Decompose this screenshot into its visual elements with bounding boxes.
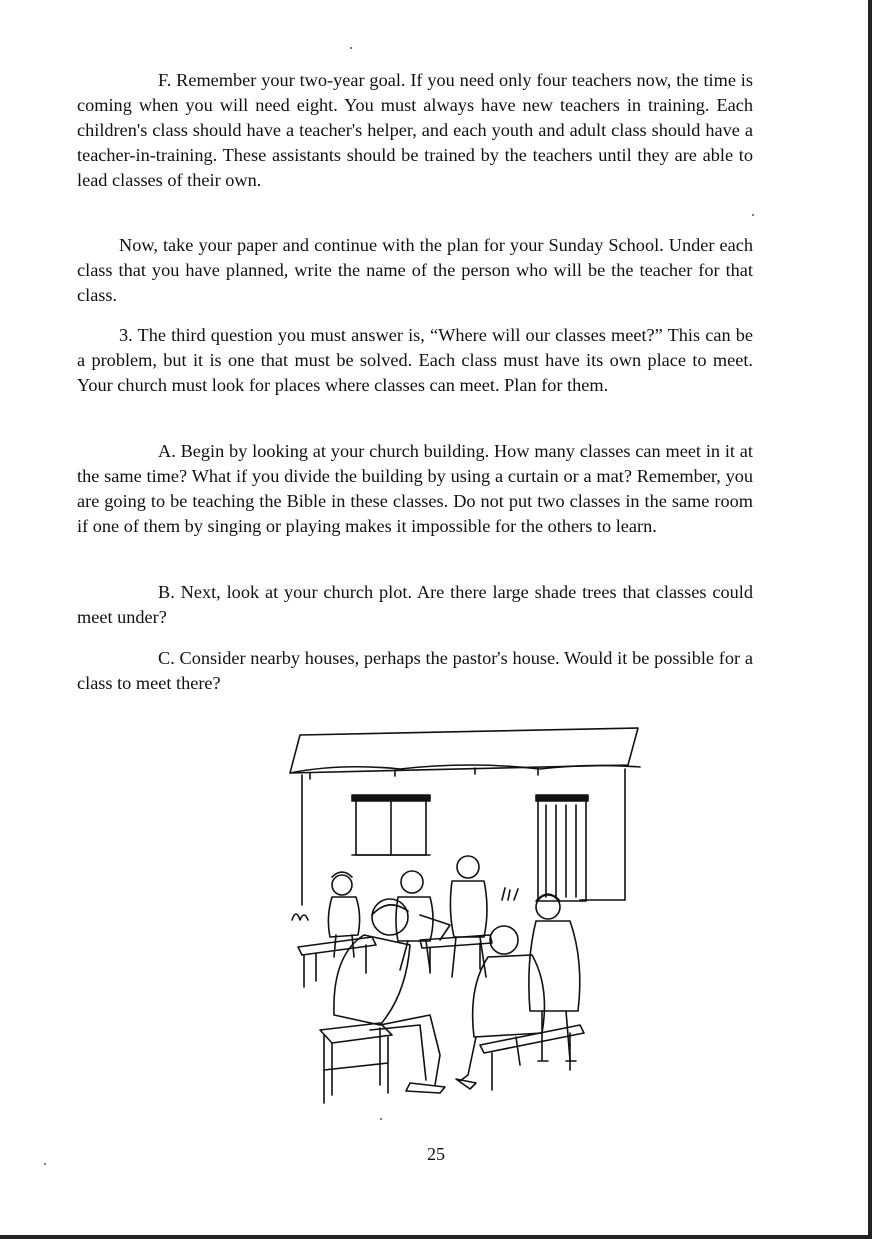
scan-speck	[380, 1118, 382, 1120]
paragraph-third-question: 3. The third question you must answer is, “Where will our classes meet?” This can be a problem, but it is one that must be solved. Each class must have its own place to meet. Your church must look for places where classes can meet. Plan for them.	[77, 325, 753, 395]
stool	[320, 1023, 392, 1103]
scan-edge-right	[868, 0, 872, 1239]
scan-speck	[350, 47, 352, 49]
paragraph-plan-teachers: Now, take your paper and continue with the plan for your Sunday School. Under each class that you have planned, write the name of the person who will be the teacher for that class.	[77, 235, 753, 305]
house-roof	[290, 728, 640, 779]
person-reading	[396, 871, 450, 970]
outdoor-class-illustration	[280, 725, 650, 1115]
paragraph-a-church-building: A. Begin by looking at your church building. How many classes can meet in it at the same time? What if you divide the building by using a curtain or a mat? Remember, you are going to be teaching the Bible in these classes. Do not put two classes in the same room if one of them by singing or playing makes it impossible for the others to learn.	[77, 441, 753, 536]
scan-speck	[752, 214, 754, 216]
page-number: 25	[427, 1144, 445, 1164]
paragraph-c-nearby-houses: C. Consider nearby houses, perhaps the pastor's house. Would it be possible for a class to meet there?	[77, 648, 753, 693]
scan-edge-bottom	[0, 1235, 872, 1239]
grass-tuft	[292, 914, 308, 920]
paragraph-b-church-plot: B. Next, look at your church plot. Are there large shade trees that classes could meet under?	[77, 582, 753, 627]
person-foreground-man	[334, 899, 445, 1093]
person-seated-back	[450, 856, 487, 977]
paragraph-f-two-year-goal: F. Remember your two-year goal. If you need only four teachers now, the time is coming when you will need eight. You must always have new teachers in training. Each children's class should have a teacher's helper, and each youth and adult class should have a teacher-in-training. These assistants should be trained by the teachers until they are able to lead classes of their own.	[77, 70, 753, 190]
grass-tuft	[502, 888, 518, 900]
person-woman-left	[328, 872, 359, 957]
scan-speck	[44, 1163, 46, 1165]
house-door	[536, 795, 588, 901]
house-window	[352, 795, 430, 855]
